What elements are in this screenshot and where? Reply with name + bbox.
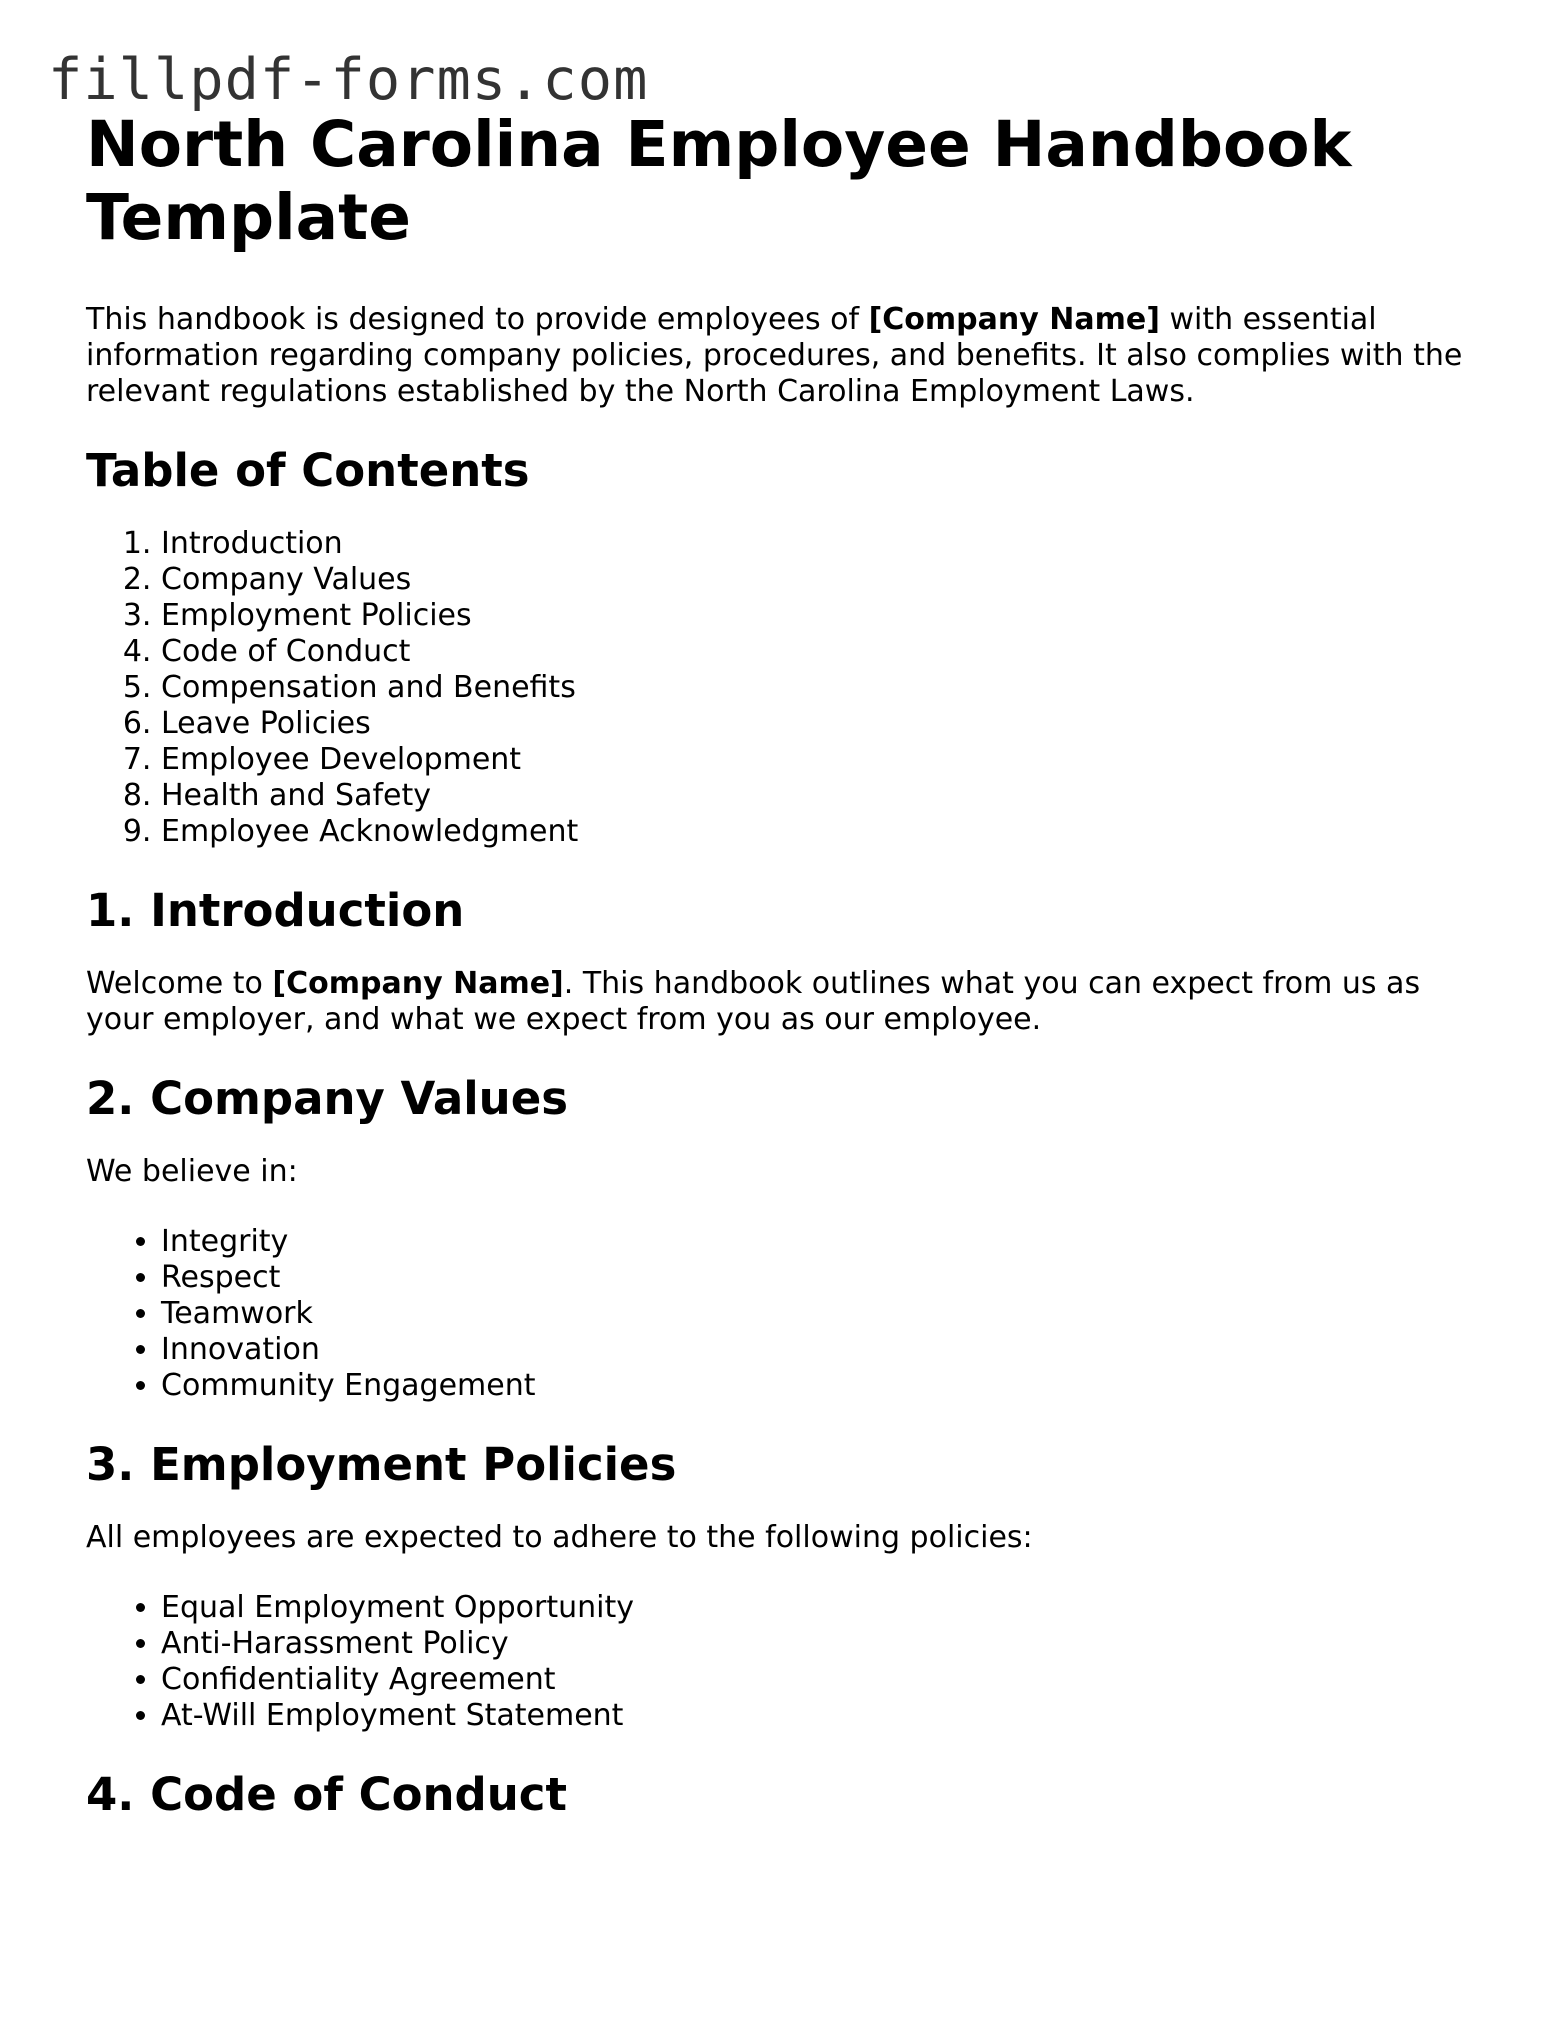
toc-item: 7. Employee Development — [161, 742, 1486, 778]
toc-item: 1. Introduction — [161, 526, 1486, 562]
toc-item: 6. Leave Policies — [161, 706, 1486, 742]
toc-item: 4. Code of Conduct — [161, 634, 1486, 670]
document-title: North Carolina Employee Handbook Template — [86, 108, 1352, 254]
toc-heading: Table of Contents — [86, 444, 530, 497]
toc-item: 9. Employee Acknowledgment — [161, 814, 1486, 850]
introduction-paragraph — [86, 966, 1466, 1038]
value-item: • Innovation — [161, 1332, 1486, 1368]
intro-text-after: with essential information regarding company policies, procedures, and benefits. It also complies with the relevant regulations established by the North Carolina Employment Laws. — [86, 302, 1463, 409]
section-heading-introduction: 1. Introduction — [86, 884, 465, 937]
watermark: fillpdf-forms.com — [48, 47, 649, 113]
toc-item: 8. Health and Safety — [161, 778, 1486, 814]
toc-item: 2. Company Values — [161, 562, 1486, 598]
policy-item: • At-Will Employment Statement — [161, 1698, 1486, 1734]
section-heading-company-values: 2. Company Values — [86, 1072, 569, 1125]
value-item: • Community Engagement — [161, 1368, 1486, 1404]
policies-list — [86, 1590, 1486, 1734]
value-item: • Teamwork — [161, 1296, 1486, 1332]
toc-list — [86, 526, 1486, 850]
values-lead: We believe in: — [86, 1154, 298, 1189]
company-name-placeholder: [Company Name] — [868, 302, 1160, 337]
policy-item: • Anti-Harassment Policy — [161, 1626, 1486, 1662]
policies-lead: All employees are expected to adhere to the following policies: — [86, 1520, 1033, 1555]
policy-item: • Equal Employment Opportunity — [161, 1590, 1486, 1626]
policy-item: • Confidentiality Agreement — [161, 1662, 1486, 1698]
document-page — [86, 108, 1486, 1850]
section-heading-code-of-conduct: 4. Code of Conduct — [86, 1768, 567, 1821]
intro-paragraph — [86, 302, 1466, 410]
section-heading-employment-policies: 3. Employment Policies — [86, 1438, 677, 1491]
toc-item: 5. Compensation and Benefits — [161, 670, 1486, 706]
values-list — [86, 1224, 1486, 1404]
value-item: • Integrity — [161, 1224, 1486, 1260]
company-name-placeholder: [Company Name] — [272, 966, 564, 1001]
value-item: • Respect — [161, 1260, 1486, 1296]
intro-text-before: This handbook is designed to provide employees of — [86, 302, 869, 337]
introduction-text-before: Welcome to — [86, 966, 273, 1001]
toc-item: 3. Employment Policies — [161, 598, 1486, 634]
introduction-text-after: . This handbook outlines what you can expect from us as your employer, and what we expect from you as our employee. — [86, 966, 1421, 1037]
